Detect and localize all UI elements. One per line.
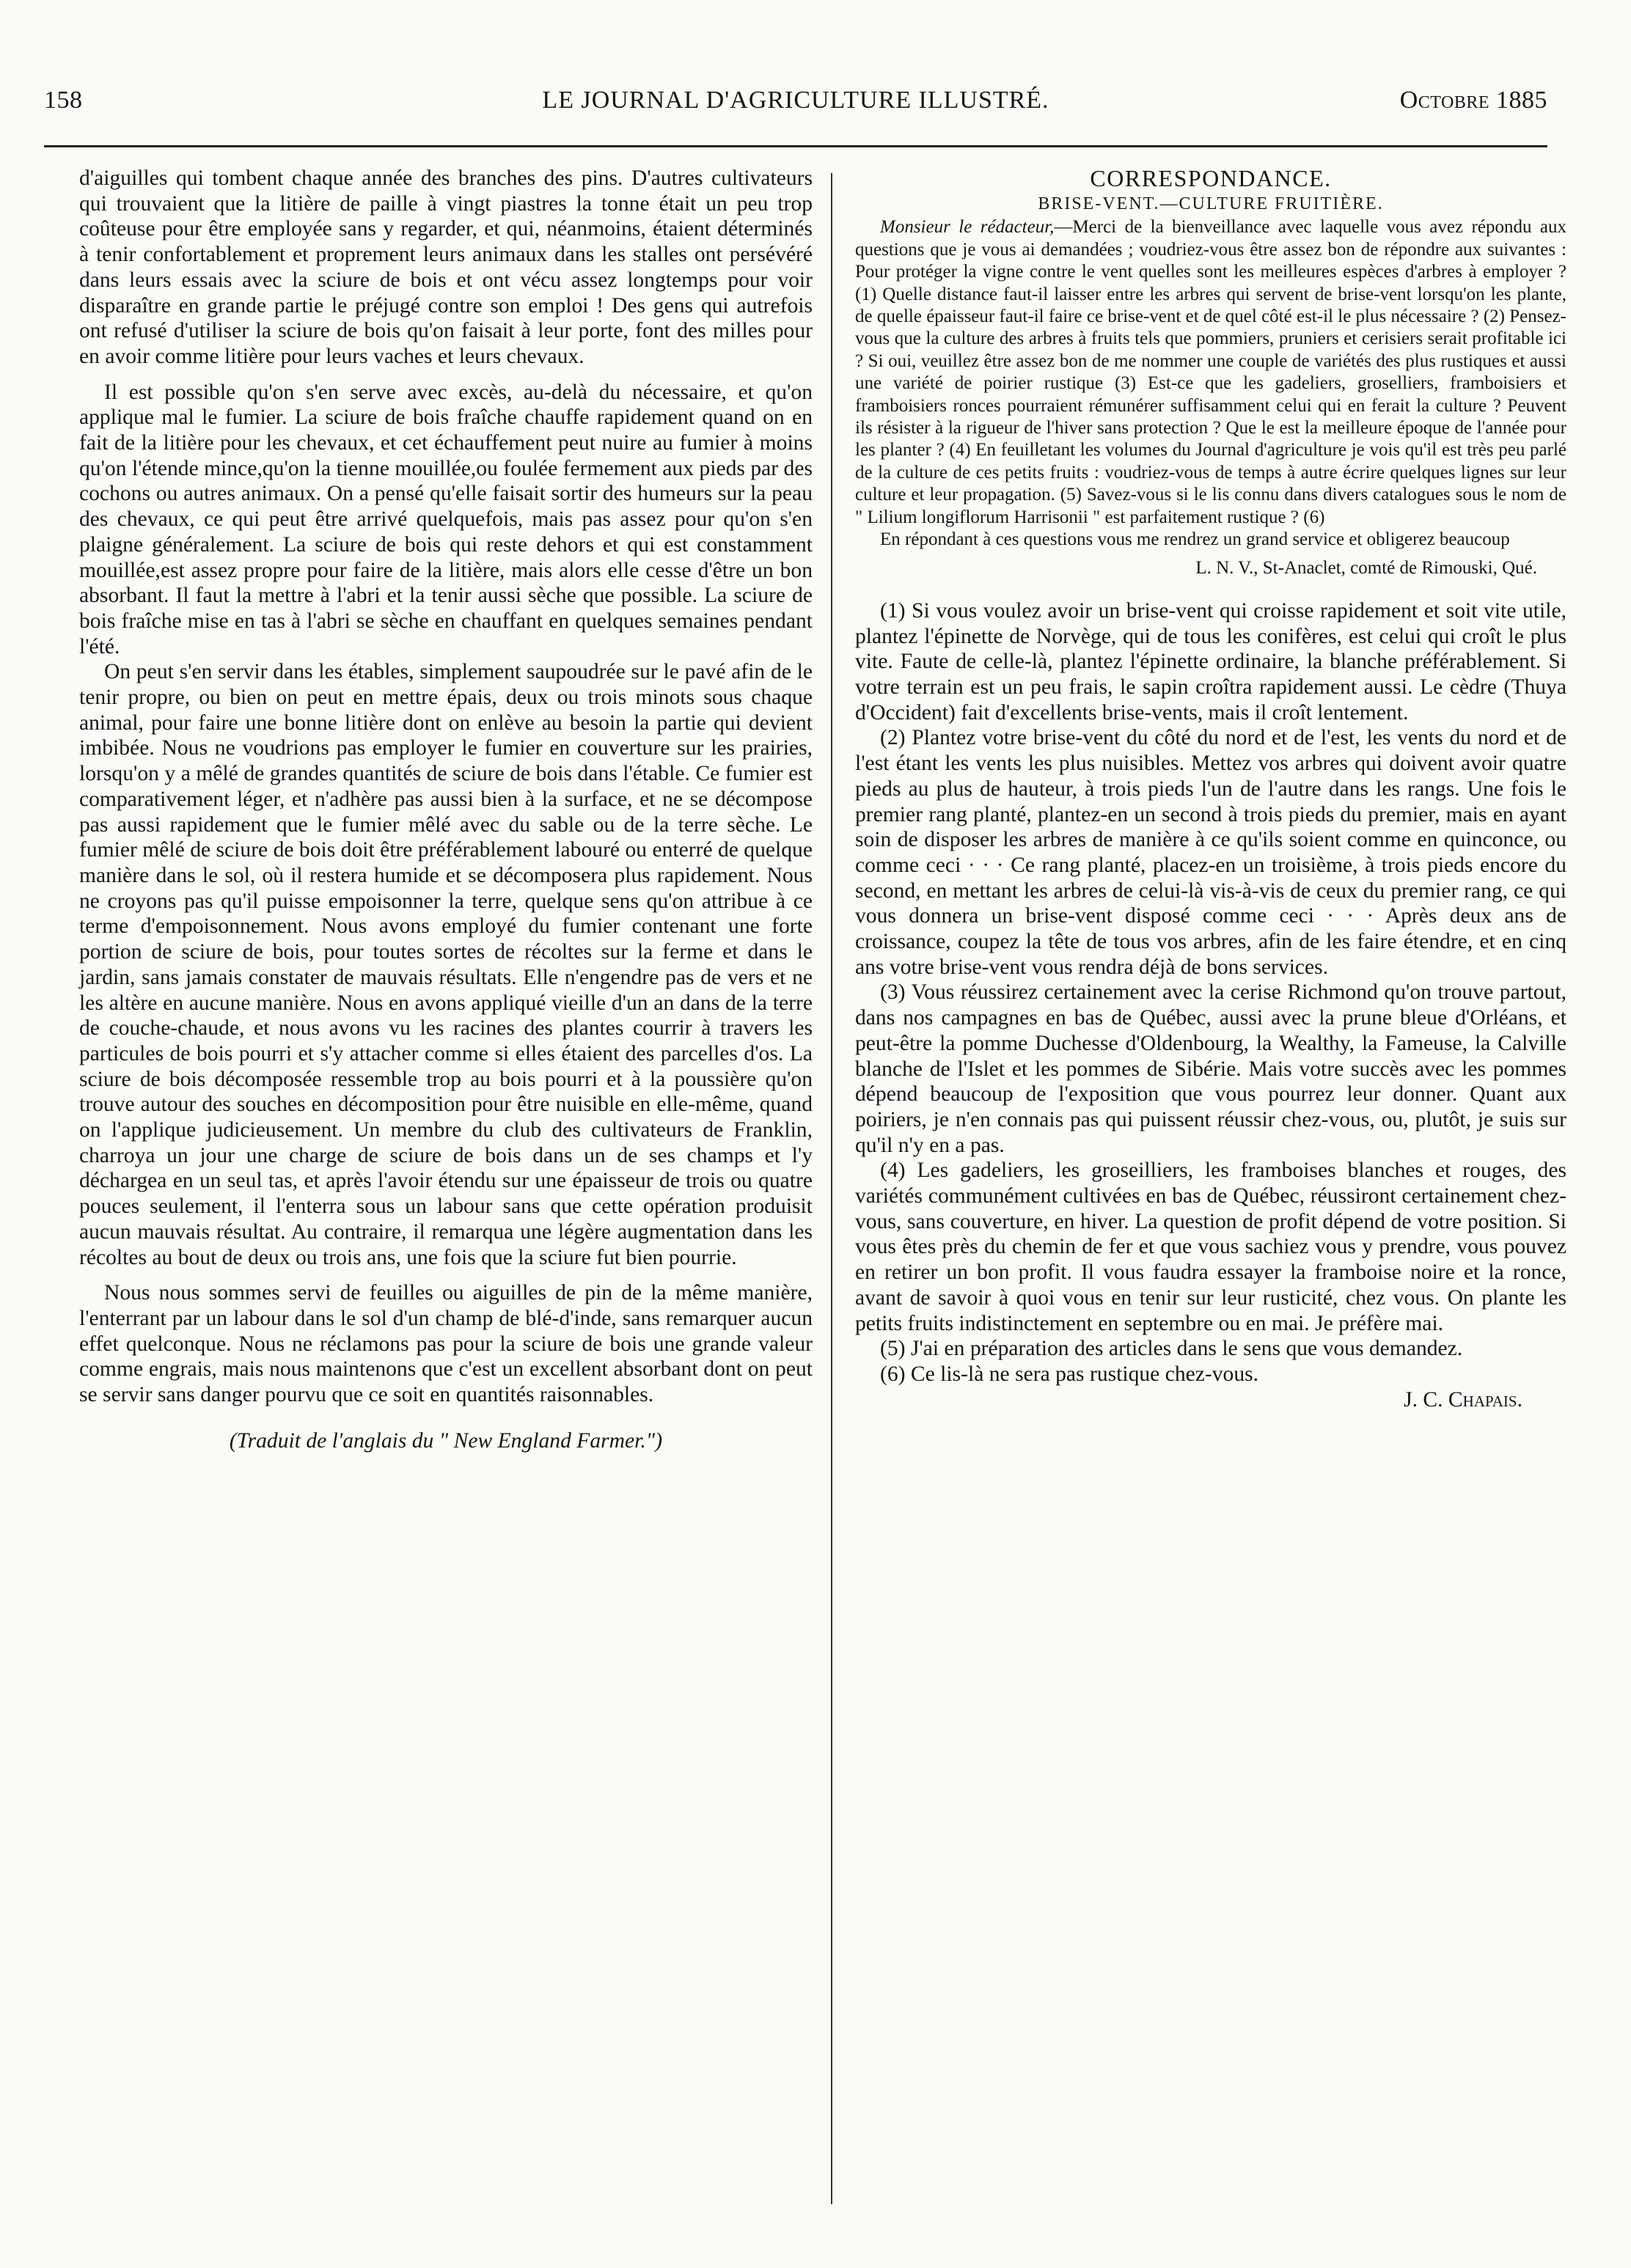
answer-paragraph: (4) Les gadeliers, les groseilliers, les framboises blanches et rouges, des variétés communément cultivées en bas de Québec, réussiront certainement chez-vous, sans couverture, en hiver. La question de profit dépend de votre position. Si vous êtes près du chemin de fer et que vous sachiez vous y prendre, vous pouvez en retirer un bon profit. Il vous faudra essayer la framboise noire et la ronce, avant de savoir à quoi vous en tenir sur leur rusticité, chez vous. On plante les petits fruits indistinctement en septembre ou en mai. Je préfère mai. [855, 1159, 1566, 1335]
header-rule [44, 145, 1547, 147]
article-paragraph: Nous nous sommes servi de feuilles ou aiguilles de pin de la même manière, l'enterrant par un labour dans le sol d'un champ de blé-d'inde, sans remarquer aucun effet quelconque. Nous ne réclamons pas pour la sciure de bois une grande valeur comme engrais, mais nous maintenons que c'est un excellent absorbant dont on peut se servir sans danger pourvu que ce soit en quantités raisonnables. [79, 1281, 813, 1407]
answer-paragraph: (1) Si vous voulez avoir un brise-vent qui croisse rapidement et soit vite utile, plantez l'épinette de Norvège, qui de tous les conifères, est celui qui croît le plus vite. Faute de celle-là, plantez l'épinette ordinaire, la blanche préférablement. Si votre terrain est un peu frais, le sapin croîtra rapidement aussi. Le cèdre (Thuya d'Occident) fait d'excellents brise-vents, mais il croît lentement. [855, 598, 1566, 724]
letter-salutation: Monsieur le rédacteur, [880, 217, 1055, 238]
letter-signature: L. N. V., St-Anaclet, comté de Rimouski, Qué. [1195, 557, 1537, 578]
article-paragraph: On peut s'en servir dans les étables, simplement saupoudrée sur le pavé afin de le tenir propre, ou bien on peut en mettre épais, deux ou trois minots sous chaque animal, pour faire une bonne litière dont on enlève au besoin la partie qui devient imbibée. Nous ne voudrions pas employer le fumier en couverture sur les prairies, lorsqu'on y a mêlé de grandes quantités de sciure de bois dans l'étable. Ce fumier est comparativement léger, et n'adhère pas aussi bien à la surface, et ne se décompose pas aussi rapidement que le fumier mêlé avec du sable ou de la terre sèche. Le fumier mêlé de sciure de bois doit être préférablement labouré ou enterré de quelque manière dans le sol, où il restera humide et se décomposera plus rapidement. Nous ne croyons pas qu'il puisse empoisonner la terre, quelque sens qu'on attribue à ce terme d'empoisonnement. Nous avons employé du fumier contenant une forte portion de sciure de bois, pour toutes sortes de récoltes sur la ferme et dans le jardin, sans jamais constater de mauvais résultats. Elle n'engendre pas de vers et ne les altère en aucune manière. Nous en avons appliqué vieille d'un an dans de la terre de couche-chaude, et nous avons vu les racines des plantes courrir à travers les particules de bois pourri et s'y attacher comme si elles étaient des parcelles d'os. La sciure de bois décomposée ressemble trop au bois pourri et à la poussière qu'on trouve autour des souches en décomposition pour être nuisible en elle-même, quand on l'applique judicieusement. Un membre du club des cultivateurs de Franklin, charroya un jour une charge de sciure de bois dans un de ses champs et l'y déchargea en un seul tas, et après l'avoir étendu sur une épaisseur de trois ou quatre pouces seulement, il l'enterra sous un labour sans que cette opération produisit aucun mauvais résultat. Au contraire, il remarqua une légère augmentation dans les récoltes au bout de deux ou trois ans, une fois que la sciure fut bien pourrie. [79, 660, 813, 1269]
column-divider [831, 173, 832, 2204]
answer-paragraph: (2) Plantez votre brise-vent du côté du nord et de l'est, les vents du nord et de l'est étant les vents les plus nuisibles. Mettez vos arbres qui doivent avoir quatre pieds au plus de hauteur, à trois pieds l'un de l'autre dans les rangs. Une fois le premier rang planté, plantez-en un second à trois pieds du premier, mais en ayant soin de disposer les arbres de manière à ce qu'ils soient comme en quinconce, ou comme ceci · · · Ce rang planté, placez-en un troisième, à trois pieds encore du second, en mettant les arbres de celui-là vis-à-vis de ceux du premier rang, ce qui vous donnera un brise-vent disposé comme ceci · · · Après deux ans de croissance, coupez la tête de tous vos arbres, afin de les faire étendre, et en cinq ans votre brise-vent vous rendra déjà de bons services. [855, 726, 1566, 979]
answer-signature: J. C. Chapais. [1404, 1387, 1522, 1412]
answer-paragraph: (6) Ce lis-là ne sera pas rustique chez-vous. [880, 1362, 1259, 1386]
right-column [855, 166, 1566, 1412]
answer-paragraph: (5) J'ai en préparation des articles dans le sens que vous demandez. [880, 1337, 1463, 1361]
article-paragraph: Il est possible qu'on s'en serve avec excès, au-delà du nécessaire, et qu'on applique mal le fumier. La sciure de bois fraîche chauffe rapidement quand on en fait de la litière pour les chevaux, et cet échauffement peut nuire au fumier à moins qu'on l'étende mince,qu'on la tienne mouillée,ou foulée fermement aux pieds par des cochons ou autres animaux. On a pensé qu'elle faisait sortir des humeurs sur la peau des chevaux, ce qui peut être arrivé quelquefois, mais pas assez pour qu'on s'en plaigne généralement. La sciure de bois qui reste dehors et qui est constamment mouillée,est assez propre pour faire de la litière, mais alors elle cesse d'être un bon absorbant. Il faut la mettre à l'abri et la tenir aussi sèche que possible. La sciure de bois fraîche mise en tas à l'abri se sèche en chauffant en quelques semaines pendant l'été. [79, 380, 813, 658]
letter-closing: En répondant à ces questions vous me rendrez un grand service et obligerez beaucoup [880, 529, 1510, 550]
reader-letter [855, 216, 1566, 529]
issue-date: Octobre 1885 [1399, 87, 1547, 114]
article-paragraph: d'aiguilles qui tombent chaque année des branches des pins. D'autres cultivateurs qui trouvaient que la litière de paille à vingt piastres la tonne était un peu trop coûteuse pour être employée sans y regarder, et qui, néanmoins, étaient déterminés à tenir confortablement et proprement leurs animaux dans les stalles ont persévéré dans leurs essais avec la sciure de bois et ont vécu assez longtemps pour voir disparaître en grande partie le préjugé contre son emploi ! Des gens qui autrefois ont refusé d'utiliser la sciure de bois qu'on faisait à leur porte, font des milles pour en avoir comme litière pour leurs vaches et leurs chevaux. [79, 166, 813, 368]
section-subheading: BRISE-VENT.—CULTURE FRUITIÈRE. [1038, 194, 1384, 213]
left-column [79, 166, 813, 1453]
letter-body: —Merci de la bienveillance avec laquelle vous avez répondu aux questions que je vous ai demandées ; voudriez-vous être assez bon de répondre aux suivantes : Pour protéger la vigne contre le vent quelles sont les meilleures espèces d'arbres à employer ? (1) Quelle distance faut-il laisser entre les arbres qui servent de brise-vent lorsqu'on les plante, de quelle épaisseur faut-il faire ce brise-vent et de quel côté est-il le plus nécessaire ? (2) Pensez-vous que la culture des arbres à fruits tels que pommiers, pruniers et cerisiers serait profitable ici ? Si oui, veuillez être assez bon de me nommer une couple de variétés des plus rustiques et aussi une variété de poirier rustique (3) Est-ce que les gadeliers, groselliers, framboisiers et framboisiers ronces pourraient rémunérer suffisamment celui qui en ferait la culture ? Peuvent ils résister à la rigueur de l'hiver sans protection ? Que le est la meilleure époque de l'année pour les planter ? (4) En feuilletant les volumes du Journal d'agriculture je vois qu'il est très peu parlé de la culture de ces petits fruits : voudriez-vous de temps à autre écrire quelques lignes sur leur culture et leur propagation. (5) Savez-vous si le lis connu dans divers catalogues sous le nom de " Lilium longiflorum Harrisonii " est parfaitement rustique ? (6) [855, 217, 1566, 527]
translation-credit: (Traduit de l'anglais du " New England Farmer.") [229, 1428, 663, 1453]
section-heading: CORRESPONDANCE. [1090, 165, 1332, 191]
page-number: 158 [44, 87, 83, 114]
page-header [44, 87, 1547, 128]
answer-paragraph: (3) Vous réussirez certainement avec la cerise Richmond qu'on trouve partout, dans nos campagnes en bas de Québec, aussi avec la prune bleue d'Orléans, et peut-être la pomme Duchesse d'Oldenbourg, la Wealthy, la Fameuse, la Calville blanche de l'Islet et les pommes de Sibérie. Mais votre succès avec les pommes dépend beaucoup de l'exposition que vous pourrez leur donner. Quant aux poiriers, je n'en connais pas qui puissent réussir chez-vous, ou, plutôt, je suis sur qu'il n'y en a pas. [855, 980, 1566, 1157]
journal-title: LE JOURNAL D'AGRICULTURE ILLUSTRÉ. [542, 87, 1049, 114]
